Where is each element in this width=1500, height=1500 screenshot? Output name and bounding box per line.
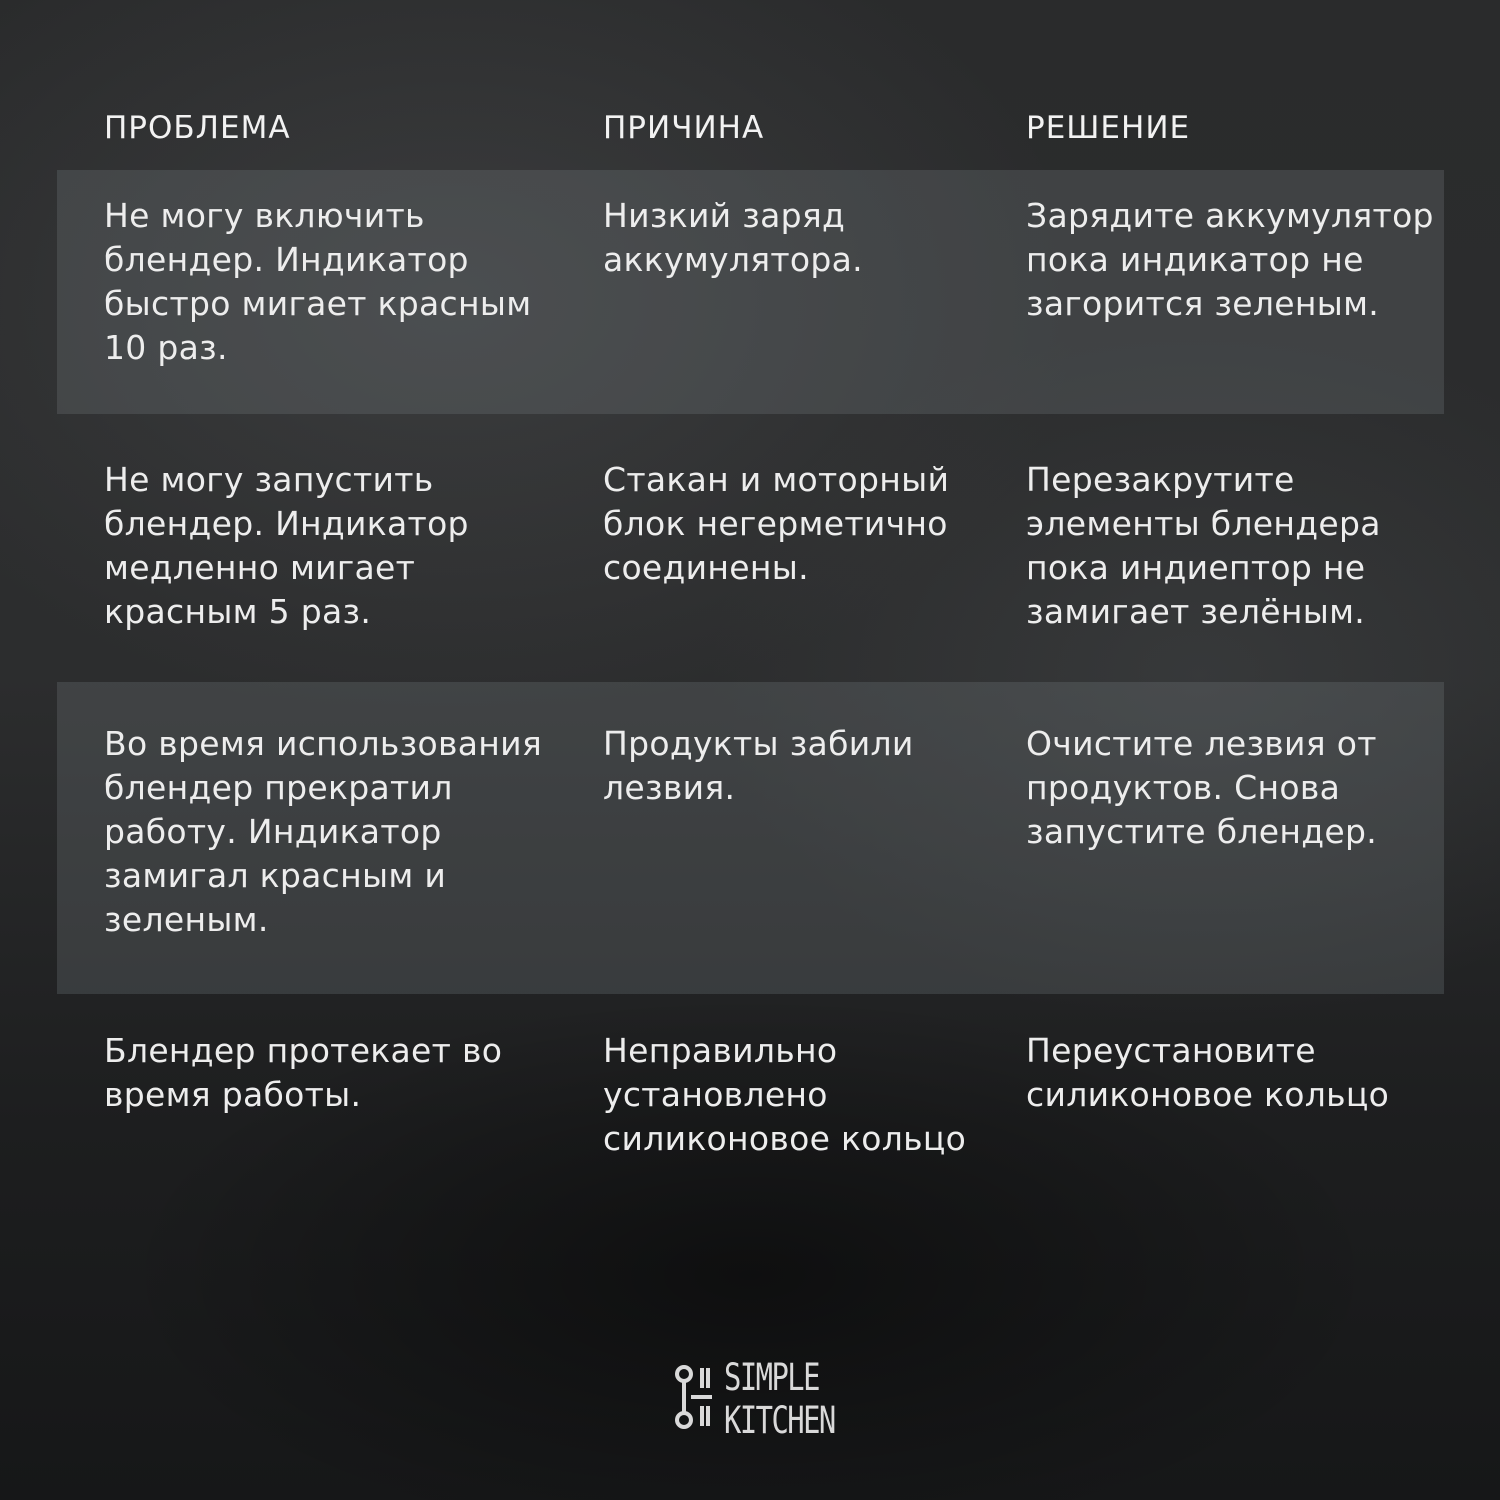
row-2-solution: Перезакрутите элементы блендера пока индиептор не замигает зелёным. <box>1026 460 1381 631</box>
row-2-problem: Не могу запустить блендер. Индикатор медленно мигает красным 5 раз. <box>104 460 469 631</box>
logo-line-1: SIMPLE <box>724 1356 819 1399</box>
row-4-cause: Неправильно установлено силиконовое кольцо <box>603 1031 967 1158</box>
blender-plug-icon <box>672 1360 716 1434</box>
header-cause: ПРИЧИНА <box>603 110 765 146</box>
row-3-cause: Продукты забили лезвия. <box>603 724 914 807</box>
row-2-cause: Стакан и моторный блок негерметично соединены. <box>603 460 950 587</box>
row-4-solution: Переустановите силиконовое кольцо <box>1026 1031 1390 1114</box>
row-3-solution: Очистите лезвия от продуктов. Снова запустите блендер. <box>1026 724 1377 851</box>
row-1-cause: Низкий заряд аккумулятора. <box>603 196 863 279</box>
brand-logo <box>672 1356 835 1446</box>
header-solution: РЕШЕНИЕ <box>1026 110 1191 146</box>
header-problem: ПРОБЛЕМА <box>104 110 291 146</box>
row-4-problem: Блендер протекает во время работы. <box>104 1031 503 1114</box>
row-1-solution: Зарядите аккумулятор пока индикатор не загорится зеленым. <box>1026 196 1434 323</box>
row-3-problem: Во время использования блендер прекратил работу. Индикатор замигал красным и зеленым. <box>104 724 543 939</box>
logo-text <box>724 1356 835 1442</box>
logo-line-2: KITCHEN <box>724 1399 835 1442</box>
row-1-problem: Не могу включить блендер. Индикатор быстро мигает красным 10 раз. <box>104 196 532 367</box>
